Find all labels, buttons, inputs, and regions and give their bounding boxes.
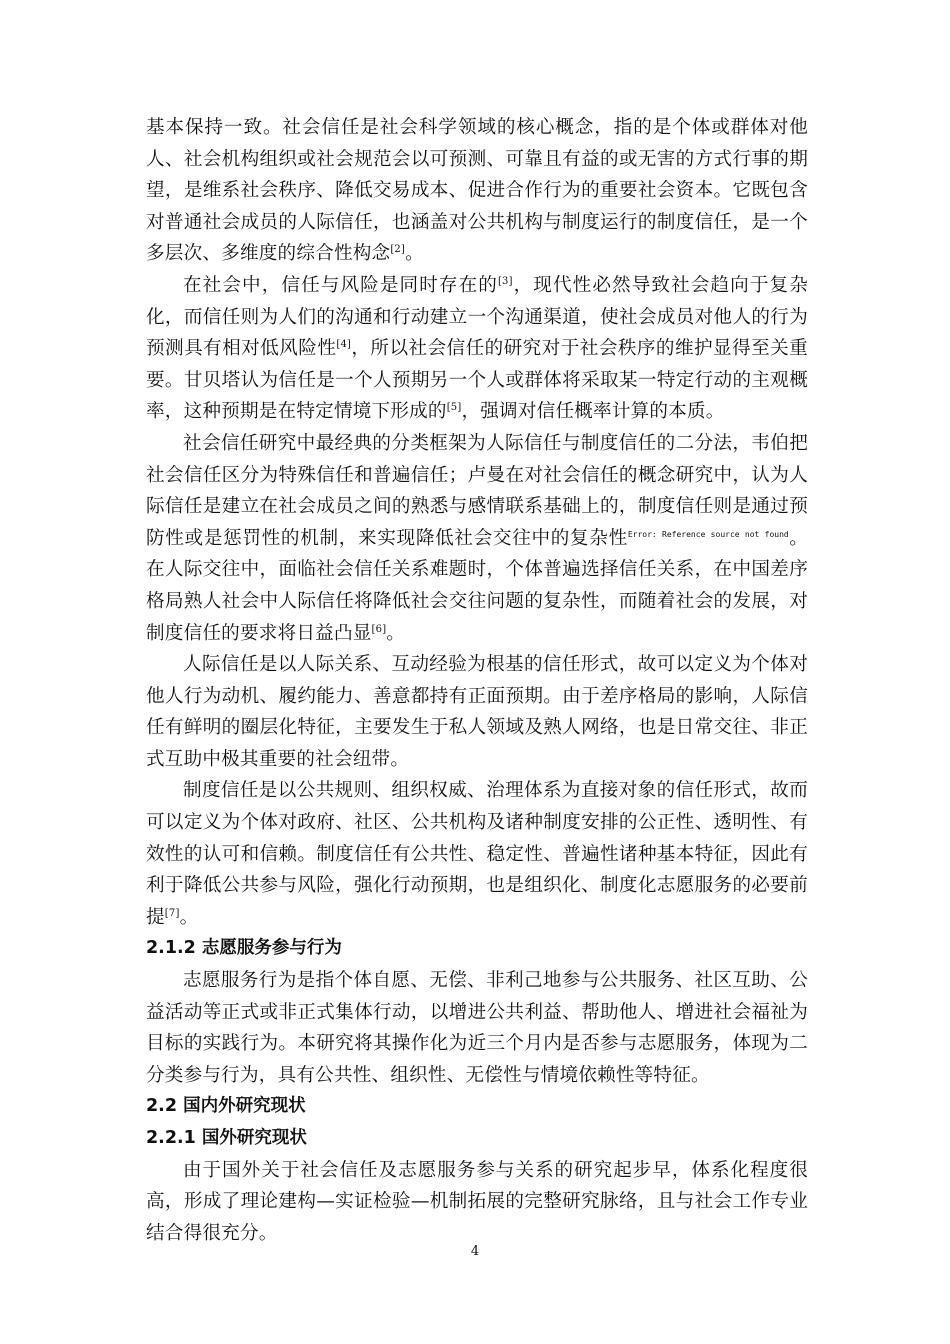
section-heading-2-2-1: 2.2.1 国外研究现状 [146, 1128, 307, 1148]
paragraph-text: 制度信任是以公共规则、组织权威、治理体系为直接对象的信任形式，故而可以定义为个体对政府、社区、公共机构及诸种制度安排的公正性、透明性、有效性的认可和信赖。制度信任有公共性、稳定性、普遍性诸种基本特征，因此有利于降低公共参与风险，强化行动预期，也是组织化、制度化志愿服务的必要前提 [146, 780, 808, 928]
citation-4: [4] [336, 339, 352, 351]
citation-7: [7] [164, 907, 180, 919]
paragraph-text: 社会信任研究中最经典的分类框架为人际信任与制度信任的二分法，韦伯把社会信任区分为特殊信任和普遍信任；卢曼在对社会信任的概念研究中，认为人际信任是建立在社会成员之间的熟悉与感情联系基础上的，制度信任则是通过预防性或是惩罚性的机制，来实现降低社会交往中的复杂性 [146, 432, 808, 549]
paragraph-text: ，所以社会信任的研究对于社会秩序的维护显得至关重要。甘贝塔认为信任是一个人预期另一个人或群体将采取某一特定行动的主观概率，这种预期是在特定情境下形成的 [146, 338, 808, 423]
paragraph-text: 。 [386, 622, 406, 644]
paragraph-5 [146, 775, 808, 933]
section-heading-2-1-2: 2.1.2 志愿服务参与行为 [146, 938, 342, 959]
paragraph-text: ，强调对信任概率计算的本质。 [461, 401, 725, 423]
paragraph-text: 人际信任是以人际关系、互动经验为根基的信任形式，故可以定义为个体对他人行为动机、履约能力、善意都持有正面预期。由于差序格局的影响，人际信任有鲜明的圈层化特征，主要发生于私人领域及熟人网络，也是日常交往、非正式互助中极其重要的社会纽带。 [146, 654, 808, 770]
paragraph-text: 在社会中，信任与风险是同时存在的 [183, 274, 498, 296]
citation-2: [2] [390, 244, 406, 256]
paragraph-7 [146, 1155, 808, 1250]
paragraph-text: 。 [179, 906, 199, 928]
citation-5: [5] [446, 402, 462, 414]
paragraph-4 [146, 649, 808, 775]
section-heading-2-2: 2.2 国内外研究现状 [146, 1096, 306, 1117]
paragraph-text: 志愿服务行为是指个体自愿、无偿、非利己地参与公共服务、社区互助、公益活动等正式或非正式集体行动，以增进公共利益、帮助他人、增进社会福祉为目标的实践行为。本研究将其操作化为近三个月内是否参与志愿服务，体现为二分类参与行为，具有公共性、组织性、无偿性与情境依赖性等特征。 [146, 970, 808, 1086]
paragraph-3 [146, 428, 808, 649]
paragraph-text: 由于国外关于社会信任及志愿服务参与关系的研究起步早，体系化程度很高，形成了理论建构—实证检验—机制拓展的完整研究脉络，且与社会工作专业结合得很充分。 [146, 1159, 808, 1244]
reference-error: Error: Reference source not found [627, 529, 789, 539]
paragraph-text: 。 [405, 243, 424, 265]
paragraph-text: ，现代性必然导致社会趋向于复杂化，而信任则为人们的沟通和行动建立一个沟通渠道，使社会成员对他人的行为预测具有相对低风险性 [146, 274, 808, 360]
paragraph-1 [146, 112, 808, 270]
paragraph-2 [146, 270, 808, 428]
paragraph-text: 基本保持一致。社会信任是社会科学领域的核心概念，指的是个体或群体对他人、社会机构组织或社会规范会以可预测、可靠且有益的或无害的方式行事的期望，是维系社会秩序、降低交易成本、促进合作行为的重要社会资本。它既包含对普通社会成员的人际信任，也涵盖对公共机构与制度运行的制度信任，是一个多层次、多维度的综合性构念 [146, 117, 808, 265]
document-page [146, 112, 808, 1249]
paragraph-text: 。在人际交往中，面临社会信任关系难题时，个体普遍选择信任关系，在中国差序格局熟人社会中人际信任将降低社会交往问题的复杂性，而随着社会的发展，对制度信任的要求将日益凸显 [146, 527, 808, 644]
citation-3: [3] [497, 275, 513, 287]
citation-6: [6] [371, 623, 387, 635]
page-number: 4 [470, 1244, 480, 1259]
paragraph-6 [146, 965, 808, 1091]
